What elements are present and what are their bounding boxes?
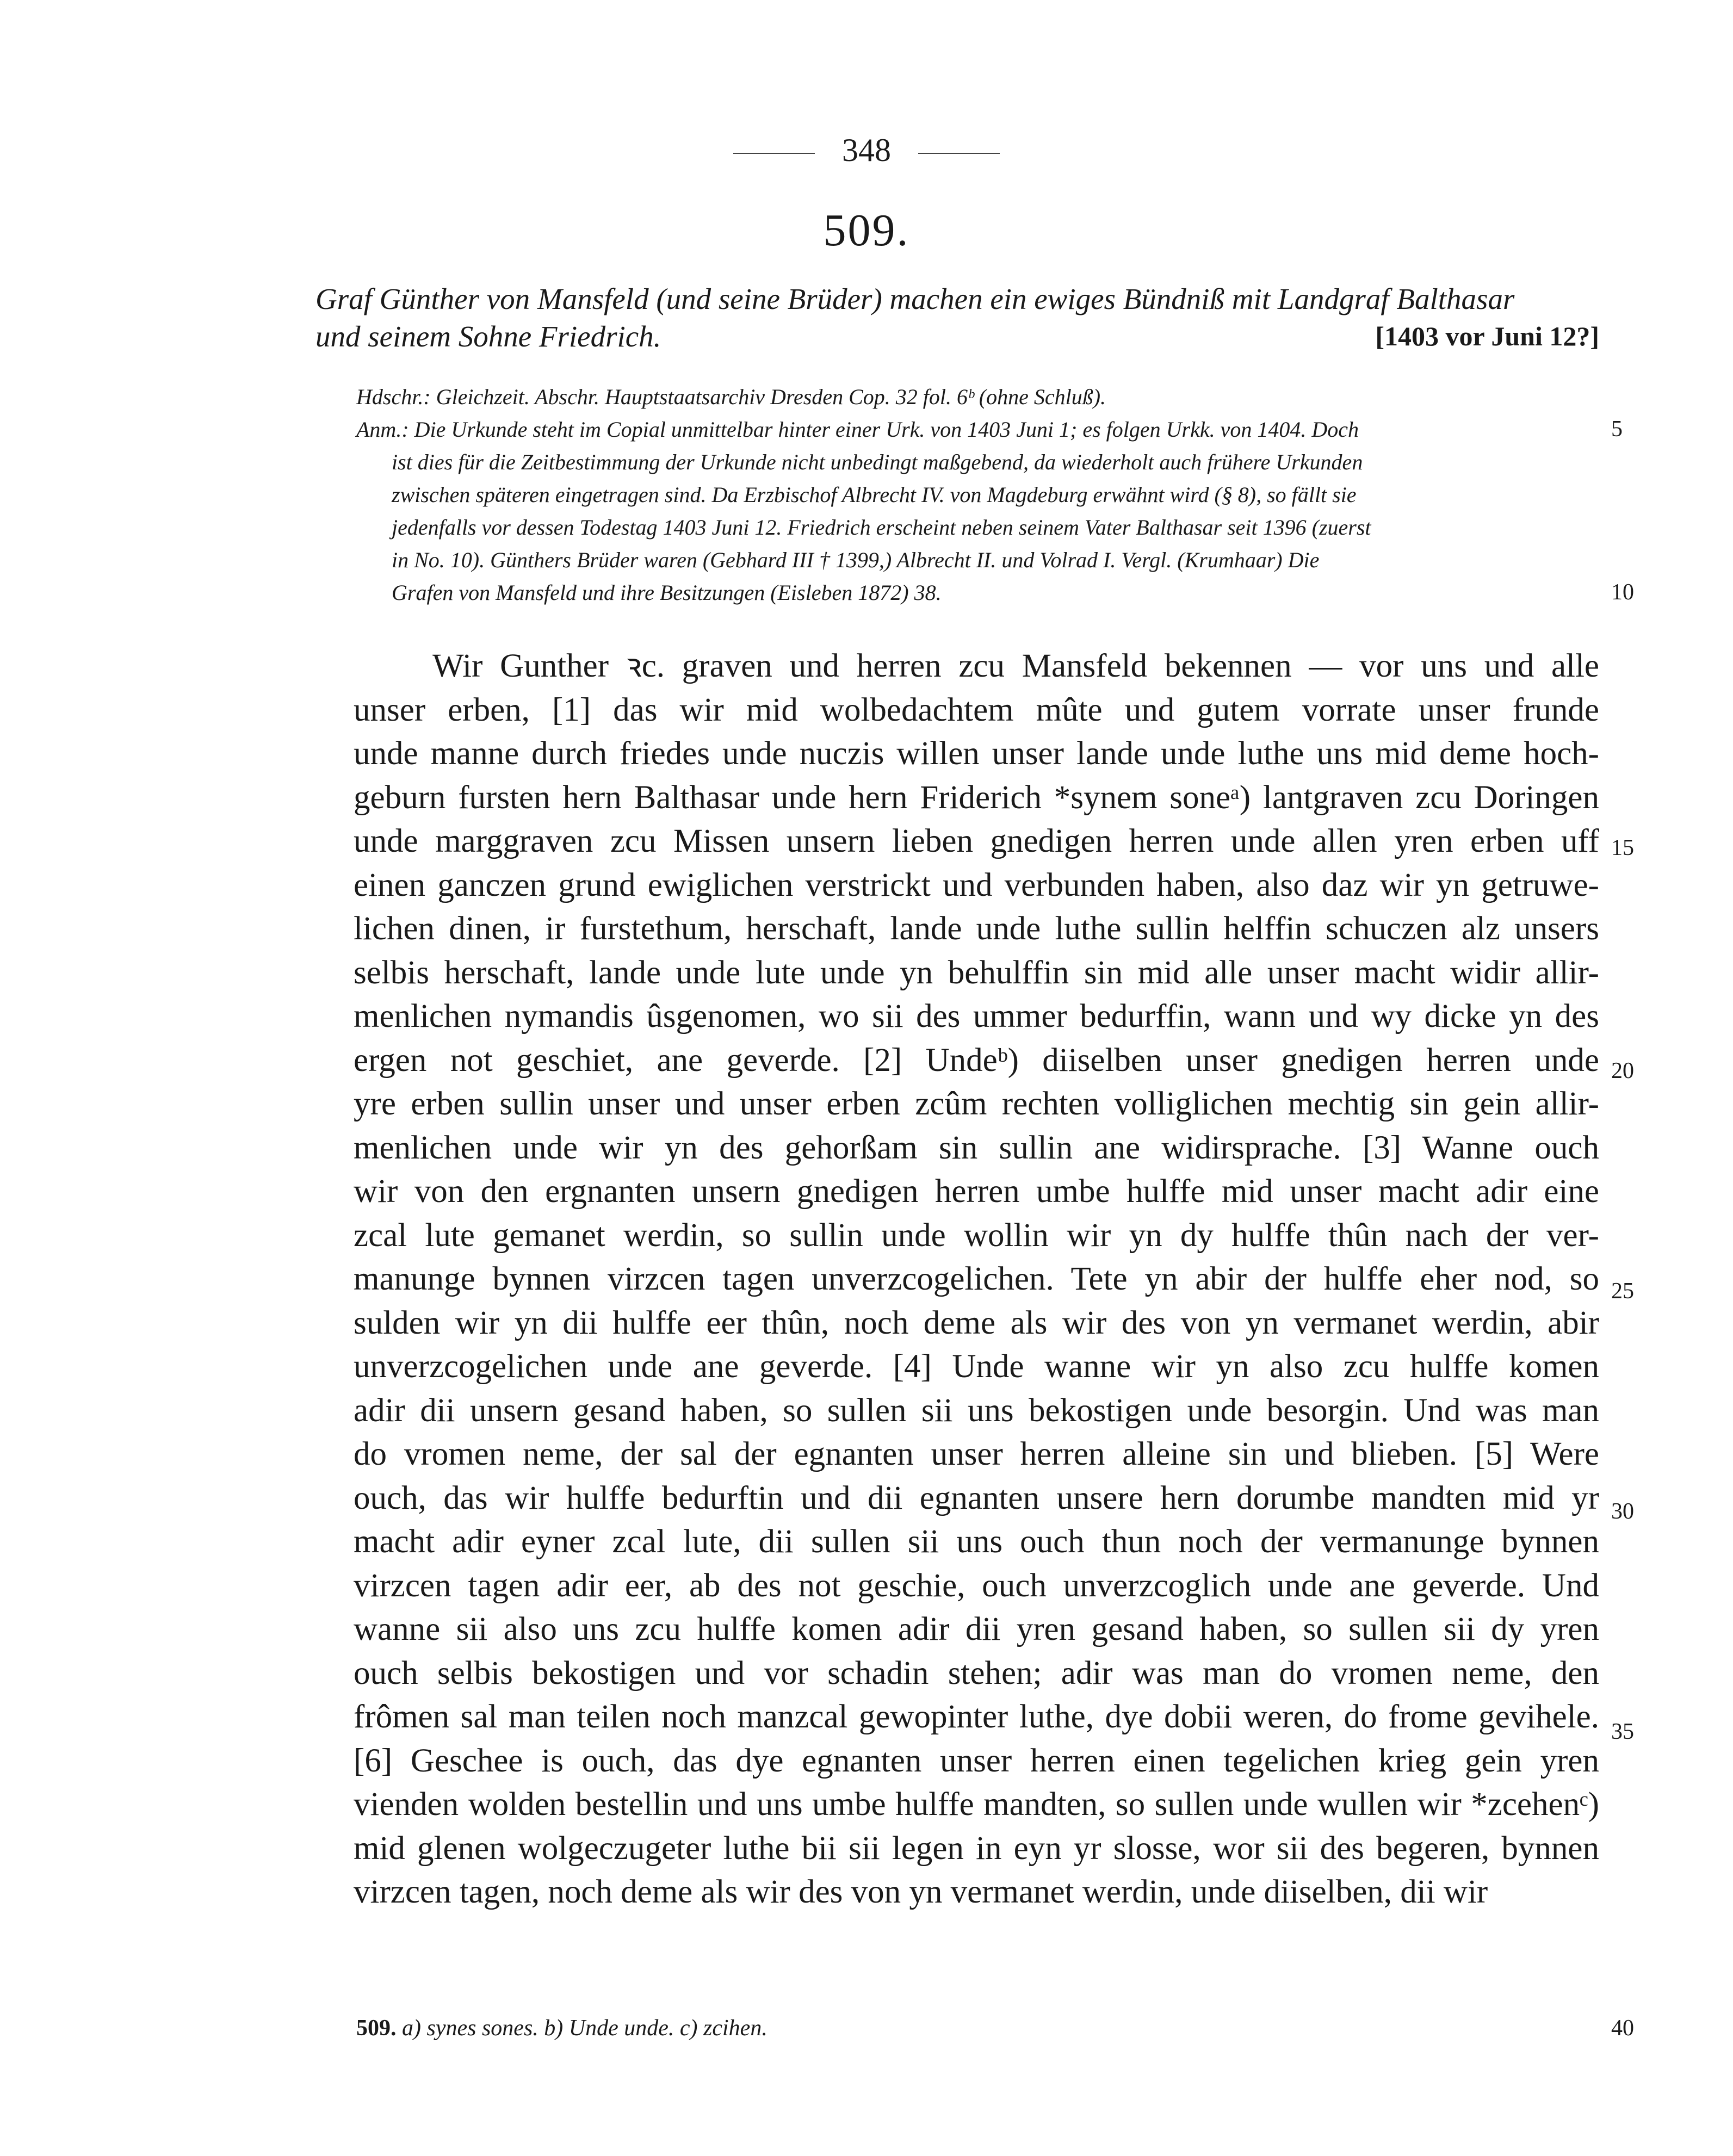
text-line: ouch, das wir hulffe bedurftin und dii egnanten unsere hern dorumbe mandten mid yr	[354, 1479, 1599, 1516]
text-line: wir von den ergnanten unsern gnedigen herren umbe hulffe mid unser macht adir eine	[354, 1173, 1599, 1210]
apparatus-line: Anm.: Die Urkunde steht im Copial unmittelbar hinter einer Urk. von 1403 Juni 1; es folgen Urkk. von 1404. Doch	[356, 417, 1359, 442]
line-number: 40	[1611, 2016, 1634, 2041]
text-line: Wir Gunther ꝛc. graven und herren zcu Mansfeld bekennen — vor uns und alle	[432, 648, 1599, 684]
text-line: einen ganczen grund ewiglichen verstrickt und verbunden haben, also daz wir yn getruwe-	[354, 866, 1599, 903]
page-header	[0, 132, 1733, 169]
apparatus-line: zwischen späteren eingetragen sind. Da Erzbischof Albrecht IV. von Magdeburg erwähnt wird (§ 8), so fällt sie	[392, 482, 1357, 507]
header-dash-right	[918, 153, 1000, 154]
text-line: virzcen tagen, noch deme als wir des von yn vermanet werdin, unde diiselben, dii wir	[354, 1874, 1488, 1910]
text-line: lichen dinen, ir furstethum, herschaft, lande unde luthe sullin helffin schuczen alz unsers	[354, 910, 1599, 947]
text-line: vienden wolden bestellin und uns umbe hulffe mandten, so sullen unde wullen wir *zcehenᶜ)	[354, 1786, 1599, 1823]
text-line: virzcen tagen adir eer, ab des not geschie, ouch unverzcoglich unde ane geverde. Und	[354, 1567, 1599, 1604]
apparatus-line: jedenfalls vor dessen Todestag 1403 Juni 12. Friedrich erscheint neben seinem Vater Balthasar seit 1396 (zuerst	[392, 515, 1371, 540]
line-number: 30	[1611, 1499, 1634, 1524]
text-line: unser erben, [1] das wir mid wolbedachtem mûte und gutem vorrate unser frunde	[354, 691, 1599, 728]
header-dash-left	[733, 153, 815, 154]
text-line: yre erben sullin unser und unser erben zcûm rechten volliglichen mechtig sin gein allir-	[354, 1086, 1599, 1122]
line-number: 35	[1611, 1719, 1634, 1744]
document-date: [1403 vor Juni 12?]	[1375, 321, 1599, 351]
document-number: 509.	[823, 205, 910, 256]
text-line: do vromen neme, der sal der egnanten unser herren alleine sin und blieben. [5] Were	[354, 1436, 1599, 1472]
line-number: 25	[1611, 1279, 1634, 1304]
page-number: 348	[842, 132, 891, 168]
text-line: manunge bynnen virzcen tagen unverzcogelichen. Tete yn abir der hulffe eher nod, so	[354, 1261, 1599, 1297]
critical-apparatus	[356, 381, 1599, 609]
apparatus-line: Hdschr.: Gleichzeit. Abschr. Hauptstaatsarchiv Dresden Cop. 32 fol. 6ᵇ (ohne Schluß).	[356, 385, 1106, 409]
line-number: 10	[1611, 580, 1634, 605]
text-line: selbis herschaft, lande unde lute unde yn behulffin sin mid alle unser macht widir allir-	[354, 954, 1599, 991]
text-line: wanne sii also uns zcu hulffe komen adir dii yren gesand haben, so sullen sii dy yren	[354, 1611, 1599, 1647]
footnotes	[356, 2015, 1607, 2041]
text-line: macht adir eyner zcal lute, dii sullen sii uns ouch thun noch der vermanunge bynnen	[354, 1523, 1599, 1560]
line-number: 5	[1611, 417, 1623, 442]
text-line: ouch selbis bekostigen und vor schadin stehen; adir was man do vromen neme, den	[354, 1655, 1599, 1692]
text-line: ergen not geschiet, ane geverde. [2] Undeᵇ) diiselben unser gnedigen herren unde	[354, 1042, 1599, 1079]
footnote-text: a) synes sones. b) Unde unde. c) zcihen.	[402, 2016, 768, 2041]
text-line: [6] Geschee is ouch, das dye egnanten unser herren einen tegelichen krieg gein yren	[354, 1742, 1599, 1779]
charter-text	[354, 645, 1599, 1915]
summary-line-1: Graf Günther von Mansfeld (und seine Brüder) machen ein ewiges Bündniß mit Landgraf Balthasar	[315, 282, 1515, 315]
text-line: unde manne durch friedes unde nuczis willen unser lande unde luthe uns mid deme hoch-	[354, 735, 1599, 772]
summary-line-2-text: und seinem Sohne Friedrich.	[315, 320, 661, 353]
line-number: 15	[1611, 835, 1634, 860]
document-summary	[315, 280, 1599, 355]
text-line: menlichen nymandis ûsgenomen, wo sii des ummer bedurffin, wann und wy dicke yn des	[354, 998, 1599, 1034]
text-line: sulden wir yn dii hulffe eer thûn, noch deme als wir des von yn vermanet werdin, abir	[354, 1304, 1599, 1341]
footnote-number: 509.	[356, 2016, 397, 2041]
text-line: mid glenen wolgeczugeter luthe bii sii legen in eyn yr slosse, wor sii des begeren, bynnen	[354, 1830, 1599, 1867]
text-line: zcal lute gemanet werdin, so sullin unde wollin wir yn dy hulffe thûn nach der ver-	[354, 1217, 1599, 1254]
text-line: menlichen unde wir yn des gehorßam sin sullin ane widirsprache. [3] Wanne ouch	[354, 1129, 1599, 1166]
line-number: 20	[1611, 1058, 1634, 1083]
apparatus-line: Grafen von Mansfeld und ihre Besitzungen (Eisleben 1872) 38.	[392, 580, 942, 605]
summary-line-2	[315, 318, 1599, 355]
text-line: unverzcogelichen unde ane geverde. [4] Unde wanne wir yn also zcu hulffe komen	[354, 1348, 1599, 1385]
text-line: frômen sal man teilen noch manzcal gewopinter luthe, dye dobii weren, do frome gevihele.	[354, 1699, 1599, 1735]
apparatus-line: in No. 10). Günthers Brüder waren (Gebhard III † 1399,) Albrecht II. und Volrad I. Vergl. (Krumhaar) Die	[392, 548, 1320, 572]
apparatus-line: ist dies für die Zeitbestimmung der Urkunde nicht unbedingt maßgebend, da wiederholt auch frühere Urkunden	[392, 450, 1363, 474]
text-line: adir dii unsern gesand haben, so sullen sii uns bekostigen unde besorgin. Und was man	[354, 1392, 1599, 1429]
text-line: unde marggraven zcu Missen unsern lieben gnedigen herren unde allen yren erben uff	[354, 823, 1599, 859]
text-line: geburn fursten hern Balthasar unde hern Friderich *synem soneᵃ) lantgraven zcu Doringen	[354, 779, 1599, 816]
